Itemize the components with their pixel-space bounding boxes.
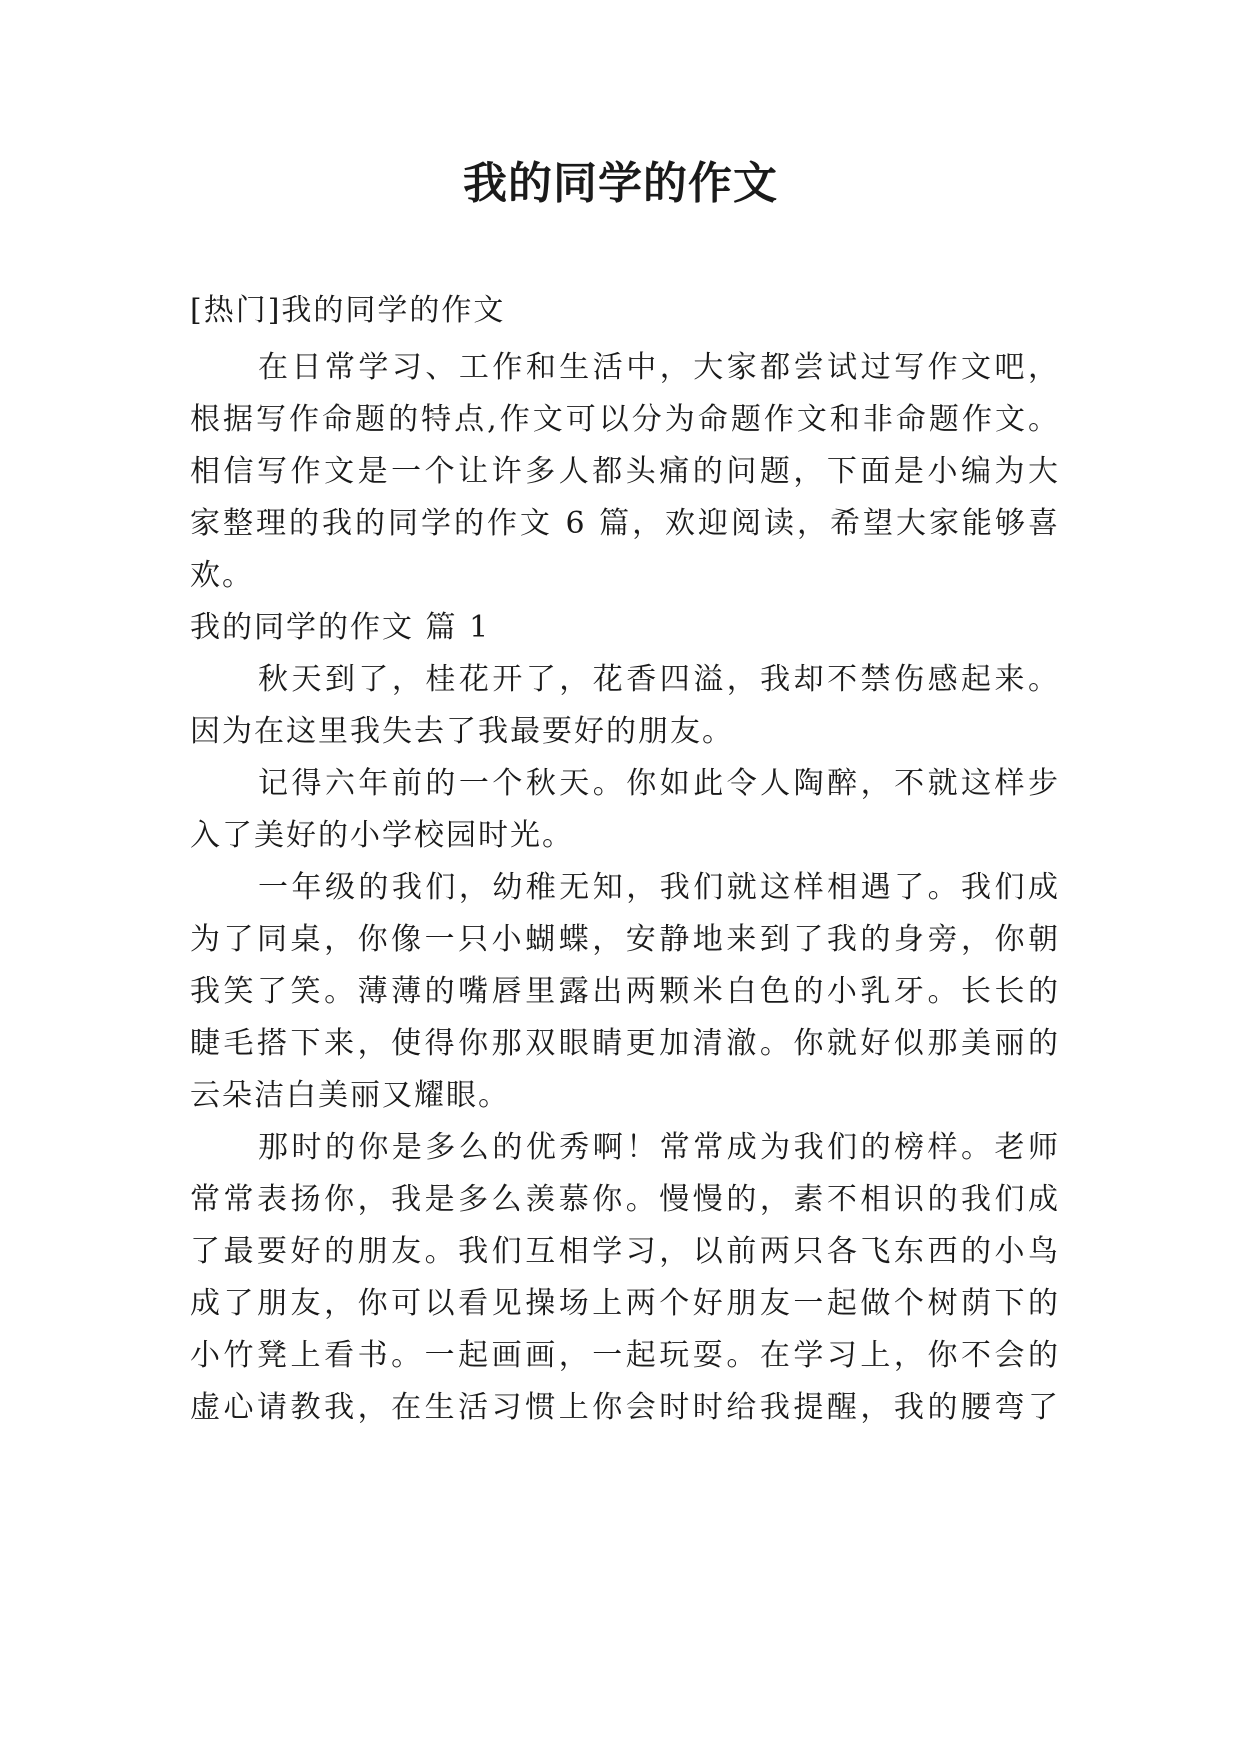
paragraph-line: 云朵洁白美丽又耀眼。 — [190, 1078, 510, 1113]
document-body — [190, 290, 1060, 1434]
paragraph-line: 虚心请教我，在生活习惯上你会时时给我提醒，我的腰弯了 — [190, 1390, 1060, 1425]
paragraph-line: 了最要好的朋友。我们互相学习，以前两只各飞东西的小鸟 — [190, 1234, 1060, 1269]
paragraph-line: 那时的你是多么的优秀啊！常常成为我们的榜样。老师 — [258, 1130, 1060, 1165]
paragraph-line: 相信写作文是一个让许多人都头痛的问题，下面是小编为大 — [190, 454, 1060, 489]
paragraph-line: 欢。 — [190, 558, 254, 593]
subtitle-line: [热门]我的同学的作文 — [190, 293, 506, 328]
paragraph-line: 成了朋友，你可以看见操场上两个好朋友一起做个树荫下的 — [190, 1286, 1060, 1321]
paragraph-line: 入了美好的小学校园时光。 — [190, 818, 574, 853]
paragraph-line: 常常表扬你，我是多么羡慕你。慢慢的，素不相识的我们成 — [190, 1182, 1060, 1217]
paragraph-line: 因为在这里我失去了我最要好的朋友。 — [190, 714, 734, 749]
paragraph-line: 为了同桌，你像一只小蝴蝶，安静地来到了我的身旁，你朝 — [190, 922, 1060, 957]
paragraph-line: 一年级的我们，幼稚无知，我们就这样相遇了。我们成 — [258, 870, 1060, 905]
paragraph-line: 我笑了笑。薄薄的嘴唇里露出两颗米白色的小乳牙。长长的 — [190, 974, 1060, 1009]
section-heading: 我的同学的作文 篇 1 — [190, 610, 491, 645]
paragraph-line: 小竹凳上看书。一起画画，一起玩耍。在学习上，你不会的 — [190, 1338, 1060, 1373]
paragraph-line: 在日常学习、工作和生活中，大家都尝试过写作文吧， — [258, 350, 1060, 385]
paragraph-line: 秋天到了，桂花开了，花香四溢，我却不禁伤感起来。 — [258, 662, 1060, 697]
paragraph-line: 家整理的我的同学的作文 6 篇，欢迎阅读，希望大家能够喜 — [190, 506, 1060, 541]
paragraph-line: 睫毛搭下来，使得你那双眼睛更加清澈。你就好似那美丽的 — [190, 1026, 1060, 1061]
document-title: 我的同学的作文 — [463, 158, 778, 209]
paragraph-lines — [190, 342, 1060, 1434]
paragraph-line: 记得六年前的一个秋天。你如此令人陶醉，不就这样步 — [258, 766, 1060, 801]
paragraph-line: 根据写作命题的特点,作文可以分为命题作文和非命题作文。 — [190, 402, 1060, 437]
